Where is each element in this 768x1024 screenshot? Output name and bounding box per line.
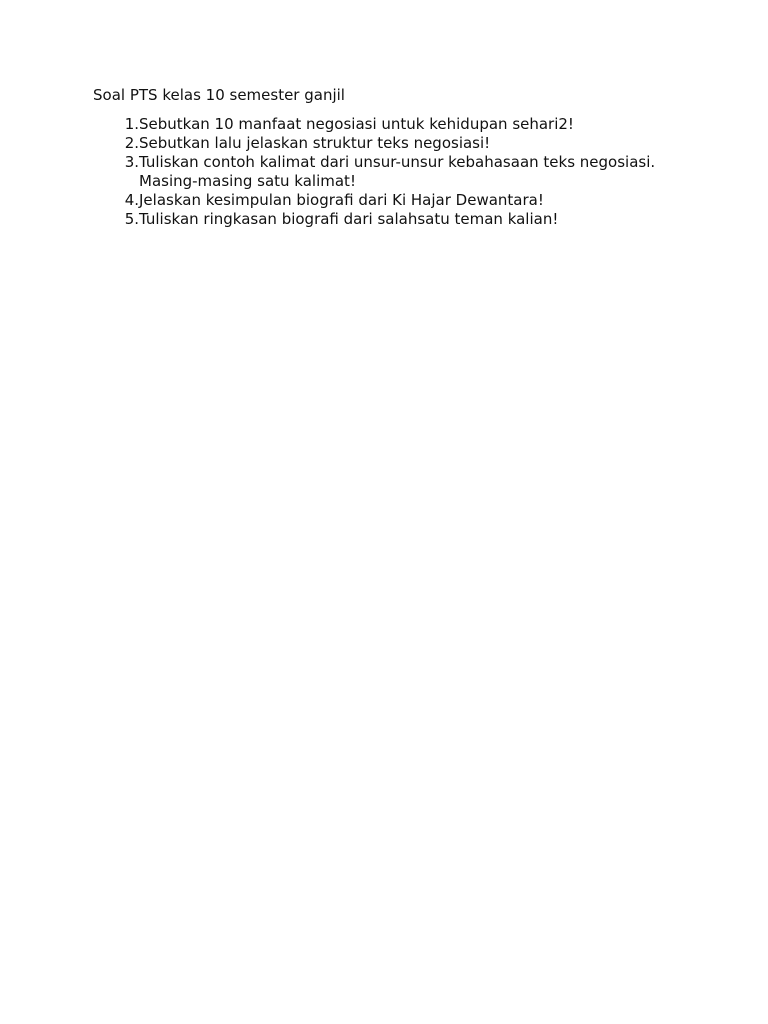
question-number: 2. (124, 134, 139, 152)
document-content (93, 86, 713, 229)
question-text: Sebutkan lalu jelaskan struktur teks negosiasi! (139, 134, 491, 152)
question-list (93, 115, 713, 229)
question-item-2 (93, 134, 713, 153)
question-item-1 (93, 115, 713, 134)
question-number: 3. (124, 153, 139, 171)
question-number: 1. (124, 115, 139, 133)
question-number: 4. (124, 191, 139, 209)
question-text: Tuliskan ringkasan biografi dari salahsatu teman kalian! (139, 210, 559, 228)
document-title: Soal PTS kelas 10 semester ganjil (93, 86, 345, 104)
question-item-3 (93, 153, 713, 191)
question-text: Sebutkan 10 manfaat negosiasi untuk kehidupan sehari2! (139, 115, 574, 133)
question-text: Tuliskan contoh kalimat dari unsur-unsur kebahasaan teks negosiasi. Masing-masing satu kalimat! (139, 153, 656, 190)
question-number: 5. (124, 210, 139, 228)
question-item-5 (93, 210, 713, 229)
question-text: Jelaskan kesimpulan biografi dari Ki Hajar Dewantara! (139, 191, 544, 209)
question-item-4 (93, 191, 713, 210)
